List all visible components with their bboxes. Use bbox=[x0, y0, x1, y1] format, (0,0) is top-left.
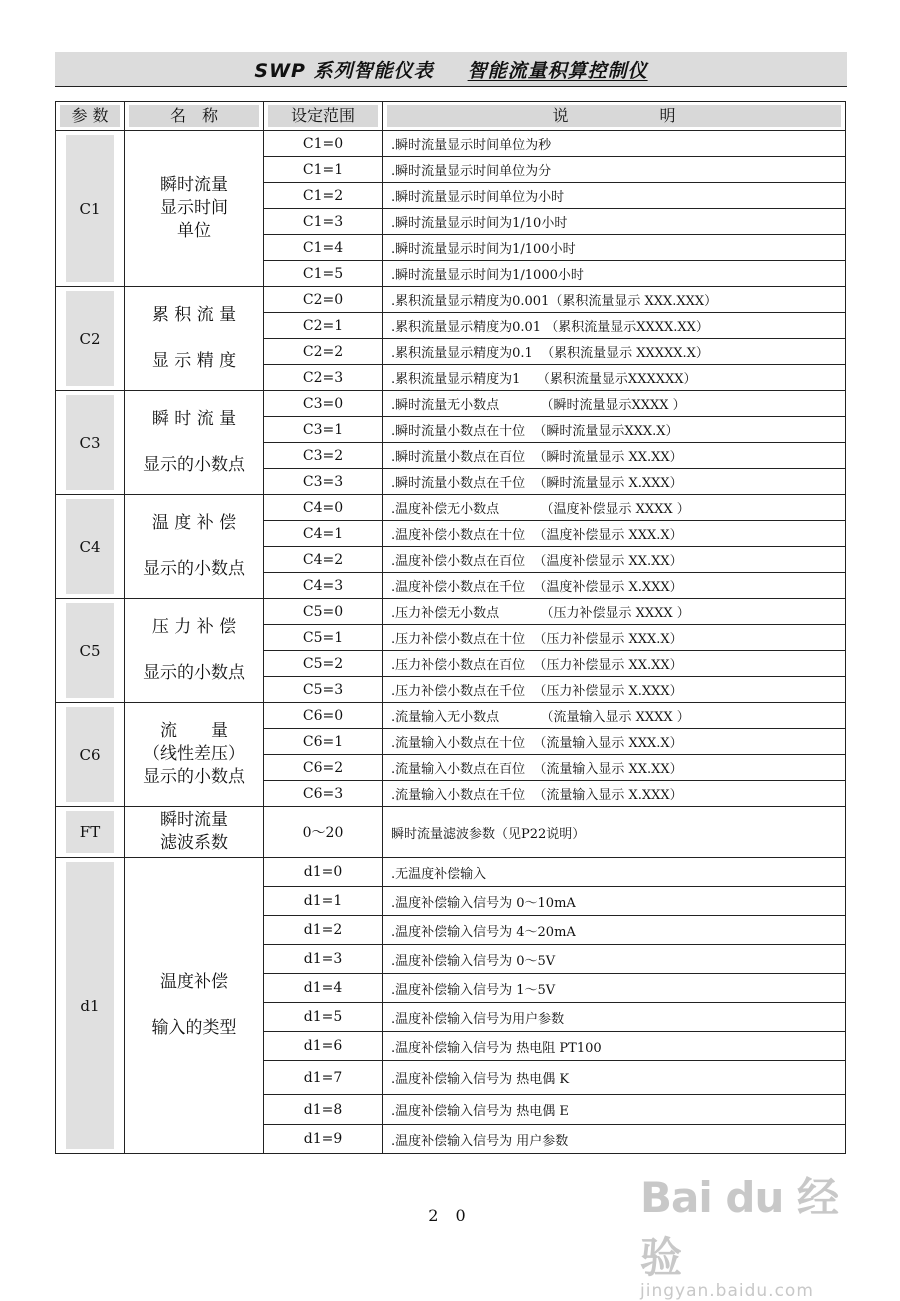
param-name-line: 显示的小数点 bbox=[143, 663, 245, 683]
setting-range: d1=6 bbox=[264, 1032, 383, 1061]
setting-range: C1=1 bbox=[264, 157, 383, 183]
setting-range: C6=3 bbox=[264, 781, 383, 807]
param-name-line: 温 度 补 偿 bbox=[151, 513, 237, 533]
param-name-line: 瞬时流量 bbox=[160, 810, 228, 830]
setting-description: .瞬时流量显示时间单位为分 bbox=[383, 157, 846, 183]
table-row bbox=[56, 287, 846, 313]
setting-description: .温度补偿输入信号为用户参数 bbox=[383, 1003, 846, 1032]
setting-range: C1=2 bbox=[264, 183, 383, 209]
param-name-line bbox=[125, 431, 263, 454]
setting-description: .温度补偿输入信号为 1～5V bbox=[383, 974, 846, 1003]
table-row bbox=[56, 391, 846, 417]
param-code-cell bbox=[56, 703, 125, 807]
setting-description: .温度补偿输入信号为 4～20mA bbox=[383, 916, 846, 945]
table-row bbox=[56, 131, 846, 157]
setting-description: .瞬时流量显示时间为1/1000小时 bbox=[383, 261, 846, 287]
setting-description: .压力补偿无小数点 （压力补偿显示 XXXX ） bbox=[383, 599, 846, 625]
setting-description: .流量输入小数点在千位 （流量输入显示 X.XXX） bbox=[383, 781, 846, 807]
setting-description: .温度补偿输入信号为 用户参数 bbox=[383, 1125, 846, 1154]
setting-description: .压力补偿小数点在十位 （压力补偿显示 XXX.X） bbox=[383, 625, 846, 651]
parameter-table bbox=[55, 101, 846, 1154]
param-name-cell bbox=[125, 391, 264, 495]
setting-description: .温度补偿小数点在百位 （温度补偿显示 XX.XX） bbox=[383, 547, 846, 573]
param-name-line: 单位 bbox=[177, 221, 211, 241]
setting-description: .压力补偿小数点在百位 （压力补偿显示 XX.XX） bbox=[383, 651, 846, 677]
watermark-url: jingyan.baidu.com bbox=[640, 1281, 814, 1301]
setting-description: .瞬时流量显示时间单位为秒 bbox=[383, 131, 846, 157]
param-name-line: 显 示 精 度 bbox=[151, 351, 237, 371]
setting-description: .瞬时流量小数点在十位 （瞬时流量显示XXX.X） bbox=[383, 417, 846, 443]
setting-description: .累积流量显示精度为0.01 （累积流量显示XXXX.XX） bbox=[383, 313, 846, 339]
setting-range: C1=4 bbox=[264, 235, 383, 261]
setting-range: C1=3 bbox=[264, 209, 383, 235]
setting-range: d1=4 bbox=[264, 974, 383, 1003]
column-header-description: 说 明 bbox=[383, 102, 846, 131]
param-name-line: 累 积 流 量 bbox=[151, 305, 237, 325]
series-title: SWP 系列智能仪表 bbox=[254, 60, 434, 82]
param-name-cell bbox=[125, 858, 264, 1154]
column-header-range: 设定范围 bbox=[264, 102, 383, 131]
setting-description: .压力补偿小数点在千位 （压力补偿显示 X.XXX） bbox=[383, 677, 846, 703]
param-name-cell bbox=[125, 131, 264, 287]
param-name-line: 显示时间 bbox=[160, 198, 228, 218]
setting-description: .瞬时流量显示时间为1/10小时 bbox=[383, 209, 846, 235]
setting-range: d1=5 bbox=[264, 1003, 383, 1032]
setting-range: C4=2 bbox=[264, 547, 383, 573]
setting-description: 瞬时流量滤波参数（见P22说明） bbox=[383, 807, 846, 858]
param-name-line: 滤波系数 bbox=[160, 833, 228, 853]
param-code: C3 bbox=[79, 433, 101, 452]
param-name-cell bbox=[125, 599, 264, 703]
setting-range: C4=3 bbox=[264, 573, 383, 599]
setting-range: d1=2 bbox=[264, 916, 383, 945]
setting-range: 0～20 bbox=[264, 807, 383, 858]
table-row bbox=[56, 858, 846, 887]
header-title bbox=[55, 56, 847, 83]
page-number: 2 0 bbox=[428, 1206, 472, 1225]
page-header bbox=[55, 52, 847, 87]
setting-range: C5=3 bbox=[264, 677, 383, 703]
setting-range: C1=0 bbox=[264, 131, 383, 157]
setting-description: .累积流量显示精度为1 （累积流量显示XXXXXX） bbox=[383, 365, 846, 391]
setting-range: C2=0 bbox=[264, 287, 383, 313]
param-name-line: 显示的小数点 bbox=[143, 455, 245, 475]
param-code: d1 bbox=[80, 996, 100, 1015]
param-name-cell bbox=[125, 495, 264, 599]
setting-description: .温度补偿小数点在十位 （温度补偿显示 XXX.X） bbox=[383, 521, 846, 547]
setting-description: .无温度补偿输入 bbox=[383, 858, 846, 887]
param-name-cell bbox=[125, 287, 264, 391]
param-name-line bbox=[125, 639, 263, 662]
setting-range: C2=1 bbox=[264, 313, 383, 339]
param-name-line: 显示的小数点 bbox=[143, 559, 245, 579]
product-title: 智能流量积算控制仪 bbox=[467, 60, 648, 82]
param-name-line bbox=[125, 535, 263, 558]
setting-description: .流量输入小数点在百位 （流量输入显示 XX.XX） bbox=[383, 755, 846, 781]
setting-description: .瞬时流量无小数点 （瞬时流量显示XXXX ） bbox=[383, 391, 846, 417]
param-name-line: 显示的小数点 bbox=[143, 767, 245, 787]
setting-range: C2=2 bbox=[264, 339, 383, 365]
setting-description: .温度补偿输入信号为 0～5V bbox=[383, 945, 846, 974]
setting-description: .温度补偿输入信号为 热电偶 K bbox=[383, 1061, 846, 1095]
setting-range: d1=3 bbox=[264, 945, 383, 974]
param-name-line: （线性差压） bbox=[143, 744, 245, 764]
column-header-param: 参 数 bbox=[56, 102, 125, 131]
setting-description: .温度补偿小数点在千位 （温度补偿显示 X.XXX） bbox=[383, 573, 846, 599]
param-code-cell bbox=[56, 807, 125, 858]
column-header-name: 名 称 bbox=[125, 102, 264, 131]
param-name-line: 流 量 bbox=[160, 721, 228, 741]
table-row bbox=[56, 599, 846, 625]
table-body bbox=[56, 131, 846, 1154]
setting-description: .瞬时流量小数点在千位 （瞬时流量显示 X.XXX） bbox=[383, 469, 846, 495]
setting-range: d1=7 bbox=[264, 1061, 383, 1095]
setting-range: C3=3 bbox=[264, 469, 383, 495]
setting-range: C3=2 bbox=[264, 443, 383, 469]
setting-description: .累积流量显示精度为0.1 （累积流量显示 XXXXX.X） bbox=[383, 339, 846, 365]
setting-range: C3=1 bbox=[264, 417, 383, 443]
setting-range: C2=3 bbox=[264, 365, 383, 391]
setting-range: C5=1 bbox=[264, 625, 383, 651]
watermark-logo: Bai du 经验 bbox=[640, 1173, 838, 1282]
param-name-line bbox=[125, 994, 263, 1017]
param-name-line: 输入的类型 bbox=[151, 1018, 237, 1038]
param-name-line: 瞬时流量 bbox=[160, 175, 228, 195]
setting-description: .流量输入小数点在十位 （流量输入显示 XXX.X） bbox=[383, 729, 846, 755]
setting-range: d1=8 bbox=[264, 1095, 383, 1125]
setting-description: .累积流量显示精度为0.001（累积流量显示 XXX.XXX） bbox=[383, 287, 846, 313]
setting-description: .瞬时流量显示时间单位为小时 bbox=[383, 183, 846, 209]
param-name-line bbox=[125, 327, 263, 350]
setting-description: .流量输入无小数点 （流量输入显示 XXXX ） bbox=[383, 703, 846, 729]
param-code-cell bbox=[56, 391, 125, 495]
setting-range: C4=0 bbox=[264, 495, 383, 521]
param-name-line: 温度补偿 bbox=[160, 972, 228, 992]
setting-description: .温度补偿输入信号为 热电阻 PT100 bbox=[383, 1032, 846, 1061]
setting-range: C5=0 bbox=[264, 599, 383, 625]
param-code: C6 bbox=[79, 745, 101, 764]
param-code-cell bbox=[56, 131, 125, 287]
setting-description: .温度补偿输入信号为 0～10mA bbox=[383, 887, 846, 916]
param-code-cell bbox=[56, 599, 125, 703]
setting-range: C6=1 bbox=[264, 729, 383, 755]
setting-range: C6=0 bbox=[264, 703, 383, 729]
setting-range: C5=2 bbox=[264, 651, 383, 677]
param-code-cell bbox=[56, 495, 125, 599]
setting-range: C3=0 bbox=[264, 391, 383, 417]
setting-description: .瞬时流量小数点在百位 （瞬时流量显示 XX.XX） bbox=[383, 443, 846, 469]
table-row bbox=[56, 807, 846, 858]
setting-range: C4=1 bbox=[264, 521, 383, 547]
setting-description: .温度补偿无小数点 （温度补偿显示 XXXX ） bbox=[383, 495, 846, 521]
table-row bbox=[56, 703, 846, 729]
param-code: C1 bbox=[79, 199, 101, 218]
param-name-line: 压 力 补 偿 bbox=[151, 617, 237, 637]
param-code-cell bbox=[56, 858, 125, 1154]
setting-description: .温度补偿输入信号为 热电偶 E bbox=[383, 1095, 846, 1125]
param-code-cell bbox=[56, 287, 125, 391]
param-name-line: 瞬 时 流 量 bbox=[151, 409, 237, 429]
setting-range: d1=1 bbox=[264, 887, 383, 916]
param-code: C5 bbox=[79, 641, 101, 660]
param-code: FT bbox=[79, 823, 101, 841]
table-header-row bbox=[56, 102, 846, 131]
watermark bbox=[640, 1165, 870, 1301]
param-code: C2 bbox=[79, 329, 101, 348]
setting-range: C6=2 bbox=[264, 755, 383, 781]
param-name-cell bbox=[125, 807, 264, 858]
param-code: C4 bbox=[79, 537, 101, 556]
setting-description: .瞬时流量显示时间为1/100小时 bbox=[383, 235, 846, 261]
setting-range: d1=0 bbox=[264, 858, 383, 887]
setting-range: d1=9 bbox=[264, 1125, 383, 1154]
setting-range: C1=5 bbox=[264, 261, 383, 287]
param-name-cell bbox=[125, 703, 264, 807]
table-row bbox=[56, 495, 846, 521]
